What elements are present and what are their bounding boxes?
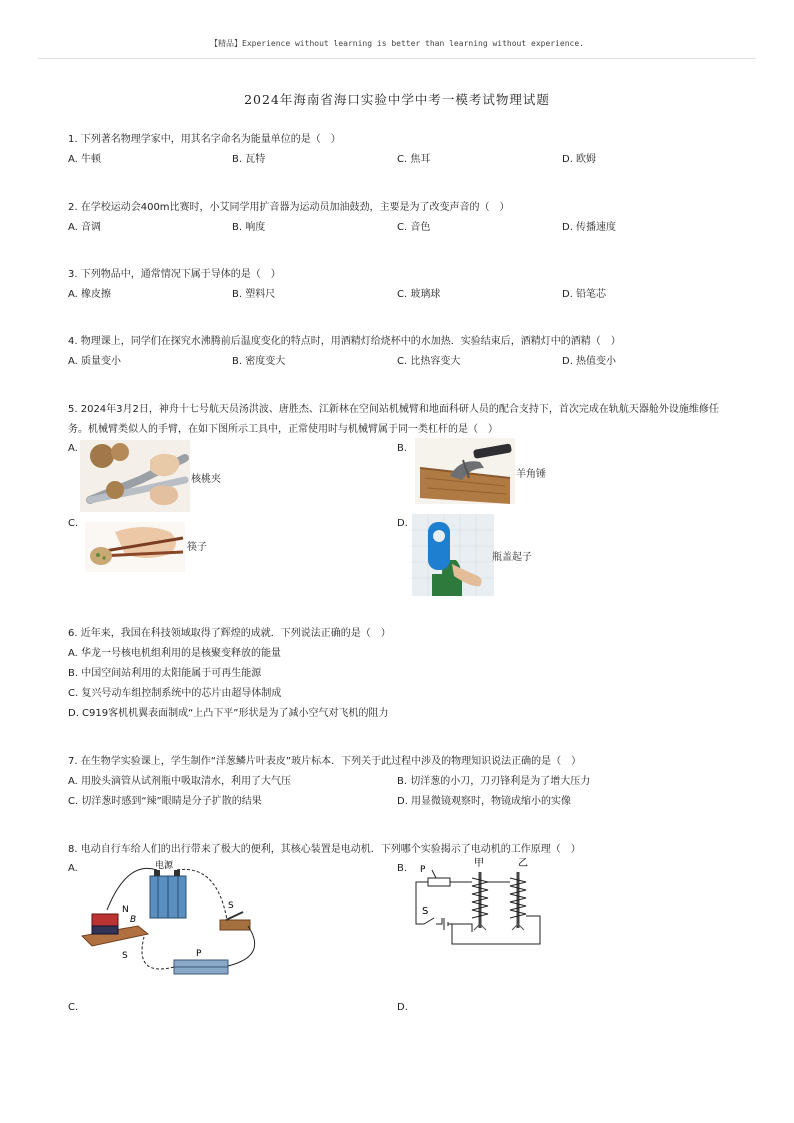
q3-option-b[interactable]: B. 塑料尺 (232, 289, 276, 300)
motor-circuit-diagram[interactable] (78, 856, 268, 996)
q5-option-b-caption: 羊角锤 (516, 469, 546, 480)
q1-stem: 1. 下列著名物理学家中，用其名字命名为能量单位的是（ ） (68, 134, 341, 145)
fig-b-yi-label: 乙 (518, 858, 528, 869)
claw-hammer-photo[interactable] (415, 438, 515, 504)
q5-stem-line2: 务。机械臂类似人的手臂，在如下图所示工具中，正常使用时与机械臂属于同一类杠杆的是（ ） (68, 424, 498, 435)
q5-option-d-letter[interactable]: D. (397, 518, 408, 529)
walnut-cracker-photo[interactable] (80, 440, 190, 512)
q3-option-a[interactable]: A. 橡皮擦 (68, 289, 112, 300)
q8-option-b-letter[interactable]: B. (397, 863, 408, 874)
fig-a-s1-label: S (228, 901, 234, 911)
q8-option-d-letter[interactable]: D. (397, 1002, 408, 1013)
q2-option-b[interactable]: B. 响度 (232, 222, 266, 233)
electromagnet-circuit-diagram[interactable] (410, 856, 550, 952)
q6-option-b[interactable]: B. 中国空间站利用的太阳能属于可再生能源 (68, 668, 262, 679)
q5-option-d-caption: 瓶盖起子 (492, 552, 532, 563)
fig-a-p-label: P (196, 949, 202, 959)
q4-option-c[interactable]: C. 比热容变大 (397, 356, 461, 367)
fig-a-n-label: N (122, 905, 129, 915)
q7-option-d[interactable]: D. 用显微镜观察时，物镜成缩小的实像 (397, 796, 572, 807)
q2-option-d[interactable]: D. 传播速度 (562, 222, 617, 233)
q1-option-c[interactable]: C. 焦耳 (397, 154, 431, 165)
q2-option-c[interactable]: C. 音色 (397, 222, 431, 233)
q4-stem: 4. 物理课上，同学们在探究水沸腾前后温度变化的特点时，用酒精灯给烧杯中的水加热．实验结束后，酒精灯中的酒精（ ） (68, 336, 621, 347)
q5-option-b-letter[interactable]: B. (397, 443, 408, 454)
q4-option-b[interactable]: B. 密度变大 (232, 356, 286, 367)
q6-stem: 6. 近年来，我国在科技领域取得了辉煌的成就．下列说法正确的是（ ） (68, 628, 391, 639)
q2-stem: 2. 在学校运动会400m比赛时，小艾同学用扩音器为运动员加油鼓劲，主要是为了改变声音的（ ） (68, 202, 510, 213)
fig-a-s2-label: S (122, 951, 128, 961)
fig-a-b-label: B (130, 915, 137, 925)
q3-option-d[interactable]: D. 铅笔芯 (562, 289, 607, 300)
q6-option-d[interactable]: D. C919客机机翼表面制成“上凸下平”形状是为了减小空气对飞机的阻力 (68, 708, 389, 719)
page-title: 2024年海南省海口实验中学中考一模考试物理试题 (244, 92, 550, 107)
q5-option-c-letter[interactable]: C. (68, 518, 79, 529)
q1-option-a[interactable]: A. 牛顿 (68, 154, 102, 165)
bottle-opener-photo[interactable] (412, 514, 494, 596)
q6-option-a[interactable]: A. 华龙一号核电机组利用的是核聚变释放的能量 (68, 648, 282, 659)
q5-option-a-caption: 核桃夹 (191, 474, 221, 485)
q8-option-a-letter[interactable]: A. (68, 863, 78, 874)
header-motto: 【精品】Experience without learning is better than learning without experience. (210, 39, 584, 48)
q6-option-c[interactable]: C. 复兴号动车组控制系统中的芯片由超导体制成 (68, 688, 282, 699)
fig-b-s-label: S (422, 906, 429, 917)
fig-b-p-label: P (420, 865, 426, 875)
fig-a-battery-label: 电源 (155, 861, 174, 871)
q3-option-c[interactable]: C. 玻璃球 (397, 289, 441, 300)
q3-stem: 3. 下列物品中，通常情况下属于导体的是（ ） (68, 269, 281, 280)
q5-stem-line1: 5. 2024年3月2日，神舟十七号航天员汤洪波、唐胜杰、江新林在空间站机械臂和地面科研人员的配合支持下，首次完成在轨航天器舱外设施维修任 (68, 404, 719, 415)
q7-stem: 7. 在生物学实验课上，学生制作“洋葱鳞片叶表皮”玻片标本．下列关于此过程中涉及的物理知识说法正确的是（ ） (68, 756, 582, 767)
chopsticks-photo[interactable] (85, 522, 185, 572)
q7-option-b[interactable]: B. 切洋葱的小刀，刀刃锋利是为了增大压力 (397, 776, 591, 787)
header-divider (38, 58, 756, 59)
fig-b-jia-label: 甲 (474, 858, 484, 869)
q5-option-a-letter[interactable]: A. (68, 443, 78, 454)
q7-option-c[interactable]: C. 切洋葱时感到“辣”眼睛是分子扩散的结果 (68, 796, 262, 807)
q1-option-b[interactable]: B. 瓦特 (232, 154, 266, 165)
q1-option-d[interactable]: D. 欧姆 (562, 154, 597, 165)
q5-option-c-caption: 筷子 (187, 542, 207, 553)
q8-stem: 8. 电动自行车给人们的出行带来了极大的便利，其核心装置是电动机．下列哪个实验揭示了电动机的工作原理（ ） (68, 844, 581, 855)
q4-option-a[interactable]: A. 质量变小 (68, 356, 122, 367)
q4-option-d[interactable]: D. 热值变小 (562, 356, 617, 367)
q2-option-a[interactable]: A. 音调 (68, 222, 102, 233)
q7-option-a[interactable]: A. 用胶头滴管从试剂瓶中吸取清水，利用了大气压 (68, 776, 292, 787)
q8-option-c-letter[interactable]: C. (68, 1002, 79, 1013)
